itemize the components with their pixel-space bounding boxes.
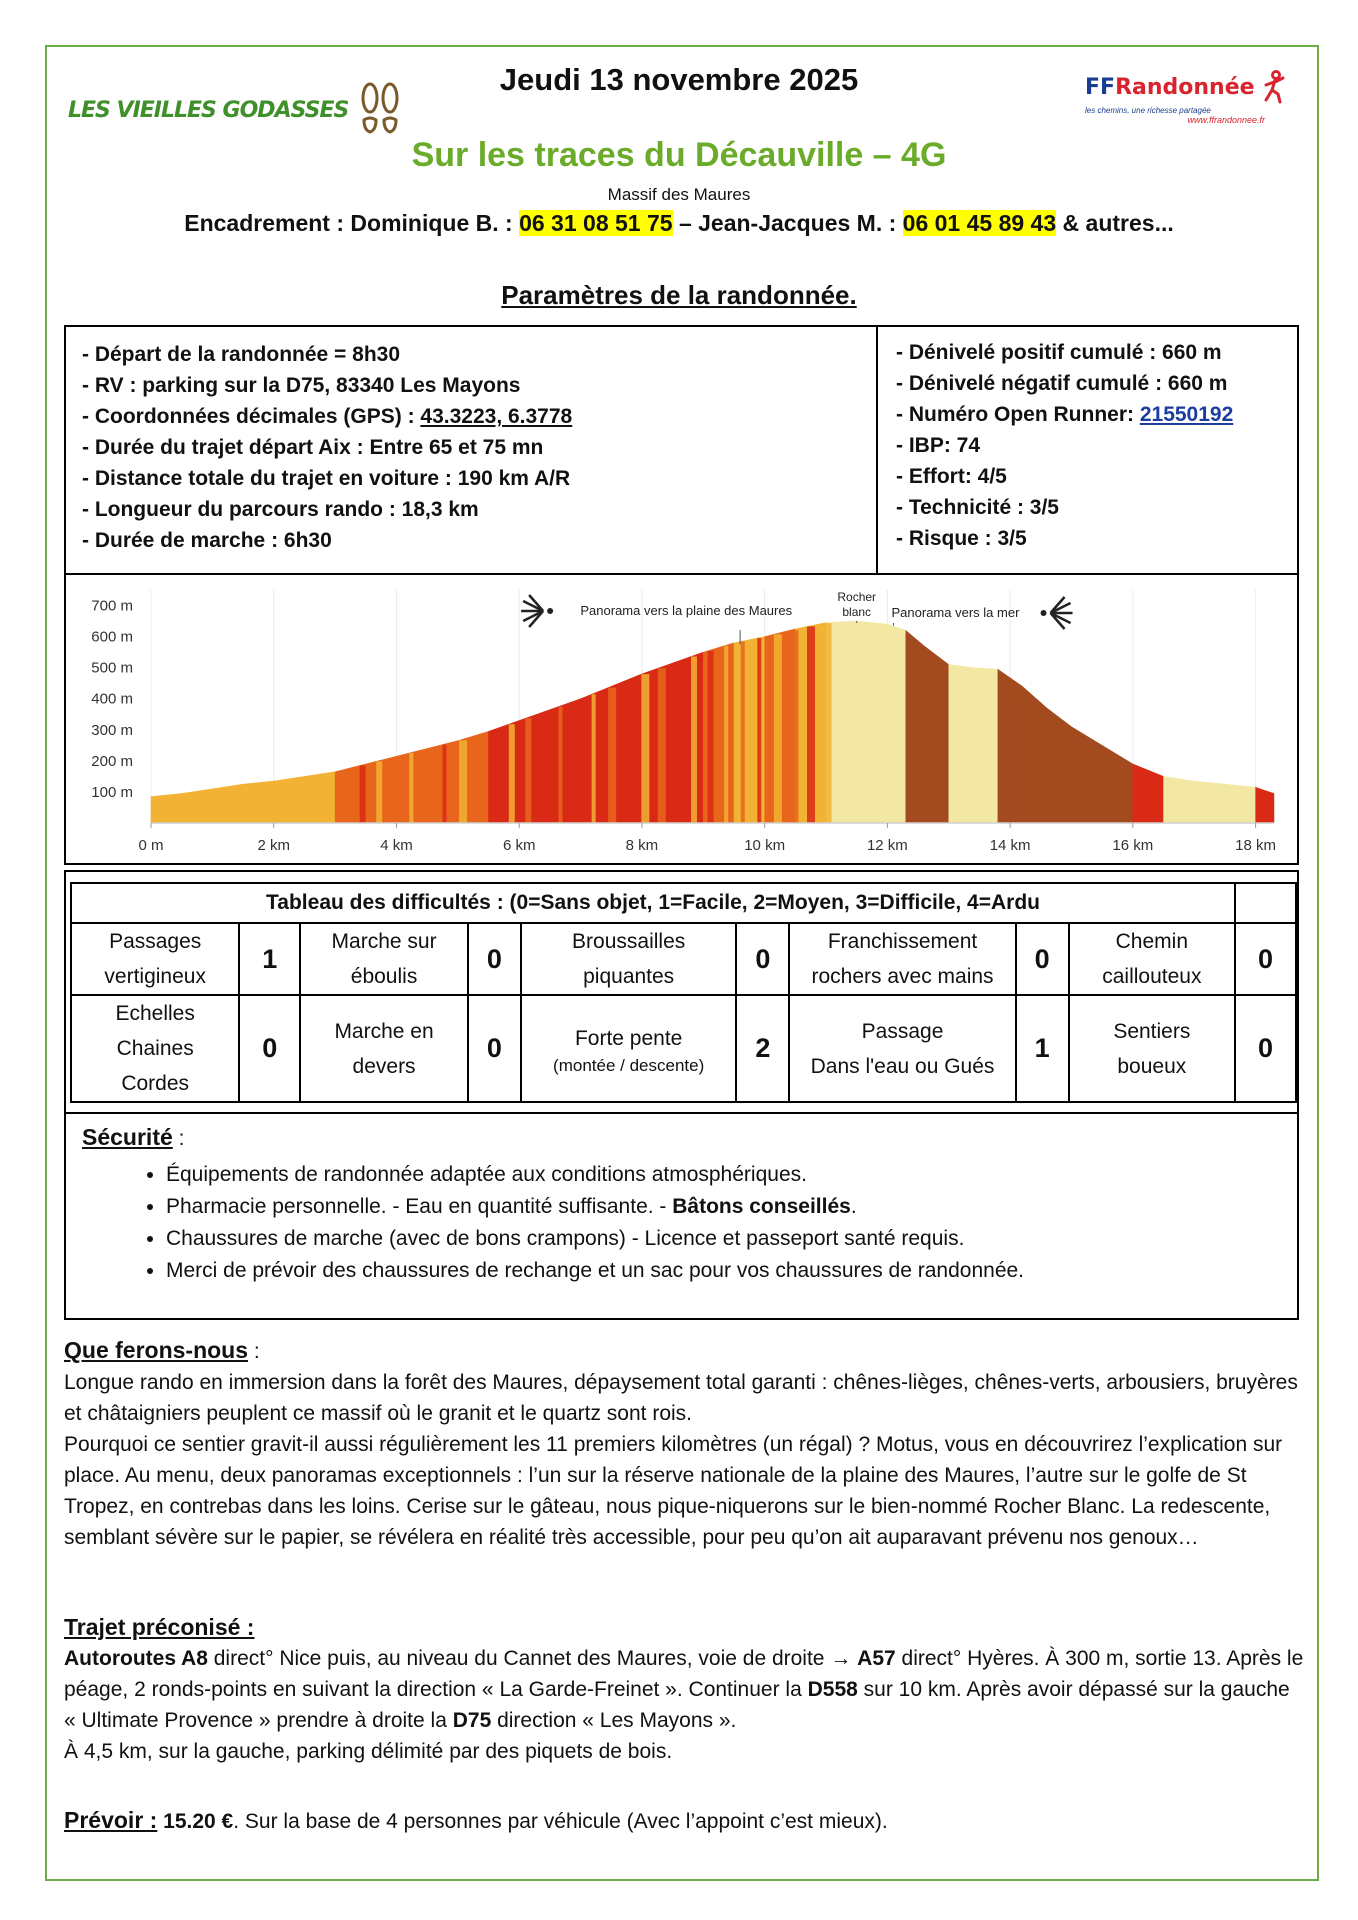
securite-item: • Équipements de randonnée adaptée aux conditions atmosphériques.	[166, 1159, 1024, 1191]
elevation-segment	[212, 784, 243, 823]
elevation-stripe	[790, 630, 798, 823]
securite-item: • Merci de prévoir des chaussures de rechange et un sac pour vos chaussures de randonnée.	[166, 1255, 1024, 1287]
ffr-tagline: les chemins, une richesse partagée	[1085, 106, 1211, 115]
que-ferons-title: Que ferons-nous	[64, 1337, 249, 1363]
elevation-segment	[906, 630, 924, 823]
elevation-segment	[182, 789, 213, 823]
elevation-stripe	[360, 766, 366, 823]
securite-section: Sécurité : • Équipements de randonnée adaptée aux conditions atmosphériques. • Pharmacie personnelle. - Eau en quantité suffisante. - Bâtons conseillés. • Chaussures de marche (avec de bons crampons) - Licence et passeport santé requis. • Merci de prévoir des chaussures de rechange et un sac pour vos chaussures de randonnée.	[82, 1124, 1024, 1287]
gps-coordinates: 43.3223, 6.3778	[420, 405, 573, 428]
elevation-stripe	[641, 674, 649, 823]
elevation-stripe	[658, 668, 666, 823]
diff-label-eboulis: Marche sur éboulis	[300, 923, 468, 995]
param-open-runner: - Numéro Open Runner: 21550192	[896, 403, 1234, 426]
elevation-stripe	[724, 646, 728, 823]
elevation-stripe	[492, 730, 500, 823]
elevation-segment	[151, 793, 182, 823]
y-tick-label: 300 m	[91, 721, 133, 739]
x-tick-label: 12 km	[866, 837, 908, 854]
elevation-stripe	[376, 761, 382, 823]
difficulty-table-header: Tableau des difficultés : (0=Sans objet, 1=Facile, 2=Moyen, 3=Difficile, 4=Ardu	[71, 883, 1235, 923]
param-rv: - RV : parking sur la D75, 83340 Les Mayons	[82, 374, 521, 397]
elevation-stripe	[575, 701, 579, 823]
elevation-segment	[304, 772, 335, 823]
annotation-plaine-des-maures: Panorama vers la plaine des Maures	[580, 603, 793, 618]
param-d-minus: - Dénivelé négatif cumulé : 660 m	[896, 372, 1228, 395]
y-tick-label: 500 m	[91, 659, 133, 677]
y-tick-label: 100 m	[91, 783, 133, 801]
elevation-stripe	[608, 688, 616, 823]
diff-value-eboulis: 0	[468, 923, 521, 995]
phone-jean-jacques: 06 01 45 89 43	[902, 210, 1057, 236]
elevation-stripe	[393, 757, 397, 823]
elevation-segment	[857, 621, 888, 823]
diff-value-sentiers-boueux: 0	[1235, 995, 1296, 1102]
params-right-list	[896, 337, 1233, 554]
encadrement-line: Encadrement : Dominique B. : 06 31 08 51 75 – Jean-Jacques M. : 06 01 45 89 43 & autres...	[184, 210, 1174, 236]
elevation-stripe	[691, 656, 697, 823]
elevation-stripe	[807, 626, 815, 823]
open-runner-link[interactable]: 21550192	[1139, 403, 1234, 426]
elevation-segment	[924, 646, 949, 823]
ffr-url: www.ffrandonnee.fr	[1187, 115, 1265, 125]
safety-divider	[66, 1112, 1297, 1114]
x-tick-label: 18 km	[1235, 837, 1277, 854]
annotation-vers-la-mer: Panorama vers la mer	[891, 605, 1020, 620]
annotation-rocher-blanc: Rocher	[837, 590, 877, 604]
elevation-stripe	[625, 681, 633, 823]
elevation-stripe	[592, 694, 596, 823]
que-ferons-section: Que ferons-nous : Longue rando en immersion dans la forêt des Maures, dépaysement total garanti : chênes-lièges, chênes-verts, arbousiers, bruyères et châtaigniers peuplent ce massif où le granit et le quartz sont rois. Pourquoi ce sentier gravit-il aussi régulièrement les 11 premiers kilomètres (un régal) ? Motus, vous en découvrirez l’explication sur place. Au menu, deux panoramas exceptionnels : l’un sur la réserve nationale de la plaine des Maures, l’autre sur le golfe de St Tropez, en contrebas dans les loins. Cerise sur le gâteau, nous pique-niquerons sur le bien-nommé Rocher Blanc. La redescente, semblant sévère sur le papier, se révélera en réalité très accessible, pour peu qu’on ait auparavant prévenu nos genoux…	[64, 1335, 1304, 1553]
x-tick-label: 4 km	[380, 837, 413, 854]
difficulty-header-empty-cell	[1235, 883, 1296, 923]
param-ibp: - IBP: 74	[896, 434, 981, 457]
elevation-stripe	[558, 707, 562, 823]
annotation-dot	[547, 608, 553, 614]
diff-label-echelles: Echelles Chaines Cordes	[71, 995, 239, 1102]
prevoir-section	[64, 1805, 1304, 1837]
elevation-segment	[973, 668, 998, 823]
y-tick-label: 200 m	[91, 752, 133, 770]
elevation-stripe	[757, 638, 761, 823]
elevation-chart	[66, 575, 1297, 861]
elevation-segment	[581, 686, 612, 823]
x-tick-label: 8 km	[625, 837, 659, 854]
diff-label-devers: Marche en devers	[300, 995, 468, 1102]
x-tick-label: 14 km	[989, 837, 1031, 854]
que-ferons-p2: Pourquoi ce sentier gravit-il aussi régulièrement les 11 premiers kilomètres (un régal) ? Motus, vous en découvrirez l’explication sur place. Au menu, deux panoramas exceptionnels : l’un sur la réserve nationale de la plaine des Maures, l’autre sur le golfe de St Tropez, en contrebas dans les loins. Cerise sur le gâteau, nous pique-niquerons sur le bien-nommé Rocher Blanc. La redescente, semblant sévère sur le papier, se révélera en réalité très accessible, pour peu qu’on ait auparavant prévenu nos genoux…	[64, 1433, 1283, 1549]
elevation-stripe	[442, 745, 446, 823]
elevation-segment	[1047, 708, 1072, 823]
elevation-stripe	[708, 651, 714, 823]
elevation-segment	[1133, 764, 1164, 823]
trajet-parking: À 4,5 km, sur la gauche, parking délimité par des piquets de bois.	[64, 1740, 673, 1763]
diff-label-forte-pente: Forte pente (montée / descente)	[521, 995, 736, 1102]
diff-value-franchissement: 0	[1016, 923, 1069, 995]
param-duree-marche: - Durée de marche : 6h30	[82, 529, 332, 552]
securite-list	[82, 1159, 1024, 1287]
securite-item: • Chaussures de marche (avec de bons crampons) - Licence et passeport santé requis.	[166, 1223, 1024, 1255]
param-trajet-duree: - Durée du trajet départ Aix : Entre 65 et 75 mn	[82, 436, 544, 459]
elevation-stripe	[525, 718, 531, 823]
param-longueur: - Longueur du parcours rando : 18,3 km	[82, 498, 479, 521]
param-gps: - Coordonnées décimales (GPS) : 43.3223, 6.3778	[82, 405, 573, 428]
param-risque: - Risque : 3/5	[896, 527, 1027, 550]
param-effort: - Effort: 4/5	[896, 465, 1007, 488]
elevation-segment	[274, 776, 305, 823]
param-depart: - Départ de la randonnée = 8h30	[82, 343, 401, 366]
hike-subtitle: Massif des Maures	[607, 185, 751, 204]
diff-value-broussailles: 0	[736, 923, 789, 995]
difficulty-and-safety-box	[64, 870, 1299, 1320]
param-distance-voiture: - Distance totale du trajet en voiture : 190 km A/R	[82, 467, 571, 490]
elevation-segment	[1225, 784, 1256, 823]
params-divider	[876, 327, 878, 573]
elevation-segment	[949, 665, 974, 823]
elevation-stripe	[824, 623, 832, 823]
diff-label-broussailles: Broussailles piquantes	[521, 923, 736, 995]
diff-value-echelles: 0	[239, 995, 300, 1102]
trajet-text: Autoroutes A8 direct° Nice puis, au niveau du Cannet des Maures, voie de droite → A57 direct° Hyères. À 300 m, sortie 13. Après le péage, 2 ronds-points en suivant la direction « La Garde-Freinet ». Continuer la D558 sur 10 km. Après avoir dépassé sur la gauche « Ultimate Provence » prendre à droite la D75 direction « Les Mayons ».	[64, 1647, 1304, 1732]
elevation-stripe	[774, 634, 782, 823]
diff-value-devers: 0	[468, 995, 521, 1102]
club-name: LES VIEILLES GODASSES	[68, 97, 349, 123]
y-tick-label: 700 m	[91, 597, 133, 615]
y-tick-label: 400 m	[91, 690, 133, 708]
diff-label-passages-vertigineux: Passages vertigineux	[71, 923, 239, 995]
x-tick-label: 16 km	[1112, 837, 1154, 854]
hike-date: Jeudi 13 novembre 2025	[499, 62, 859, 97]
elevation-stripe	[509, 724, 515, 823]
elevation-stripe	[409, 753, 413, 823]
elevation-segment	[1022, 686, 1047, 823]
param-d-plus: - Dénivelé positif cumulé : 660 m	[896, 341, 1222, 364]
elevation-segment	[1071, 727, 1102, 823]
params-section-title: Paramètres de la randonnée.	[501, 280, 857, 310]
trajet-section	[64, 1612, 1304, 1767]
x-tick-label: 2 km	[257, 837, 290, 854]
elevation-stripe	[674, 662, 680, 823]
elevation-chart-box	[64, 575, 1299, 865]
diff-value-forte-pente: 2	[736, 995, 789, 1102]
prevoir-label: Prévoir :	[64, 1807, 158, 1833]
diff-value-caillouteux: 0	[1235, 923, 1296, 995]
ffr-brand: FFRandonnée	[1085, 74, 1255, 100]
elevation-stripe	[542, 712, 548, 823]
annotation-rocher-blanc: blanc	[842, 605, 872, 619]
elevation-segment	[1164, 776, 1195, 823]
diff-label-franchissement: Franchissement rochers avec mains	[789, 923, 1015, 995]
securite-item: • Pharmacie personnelle. - Eau en quantité suffisante. - Bâtons conseillés.	[166, 1191, 1024, 1223]
annotation-dot	[1041, 610, 1047, 616]
prevoir-amount: 15.20 €	[157, 1810, 234, 1833]
elevation-segment	[1102, 745, 1133, 823]
x-tick-label: 0 m	[138, 837, 164, 854]
diff-label-caillouteux: Chemin caillouteux	[1069, 923, 1235, 995]
params-box	[64, 325, 1299, 575]
diff-label-passage-eau: Passage Dans l'eau ou Gués	[789, 995, 1015, 1102]
hike-title: Sur les traces du Décauville – 4G	[411, 136, 947, 174]
x-tick-label: 10 km	[744, 837, 786, 854]
y-tick-label: 600 m	[91, 628, 133, 646]
diff-label-sentiers-boueux: Sentiers boueux	[1069, 995, 1235, 1102]
elevation-segment	[1194, 781, 1225, 823]
elevation-segment	[887, 624, 905, 823]
diff-value-passage-eau: 1	[1016, 995, 1069, 1102]
diff-value-passages-vertigineux: 1	[239, 923, 300, 995]
elevation-segment	[1256, 787, 1274, 823]
trajet-title: Trajet préconisé :	[64, 1614, 255, 1640]
params-left-list	[82, 339, 572, 556]
elevation-stripe	[741, 641, 745, 823]
phone-dominique: 06 31 08 51 75	[519, 210, 673, 236]
param-technicite: - Technicité : 3/5	[896, 496, 1059, 519]
prevoir-text: . Sur la base de 4 personnes par véhicule (Avec l’appoint c’est mieux).	[233, 1810, 888, 1833]
difficulty-table	[70, 882, 1297, 1103]
x-tick-label: 6 km	[502, 837, 536, 854]
elevation-segment	[243, 781, 274, 823]
securite-title: Sécurité	[82, 1124, 173, 1150]
elevation-stripe	[459, 740, 467, 823]
elevation-stripe	[476, 735, 484, 823]
que-ferons-p1: Longue rando en immersion dans la forêt des Maures, dépaysement total garanti : chênes-lièges, chênes-verts, arbousiers, bruyères et châtaigniers peuplent ce massif où le granit et le quartz sont rois.	[64, 1371, 1298, 1425]
elevation-stripe	[426, 749, 430, 823]
elevation-segment	[998, 669, 1023, 823]
